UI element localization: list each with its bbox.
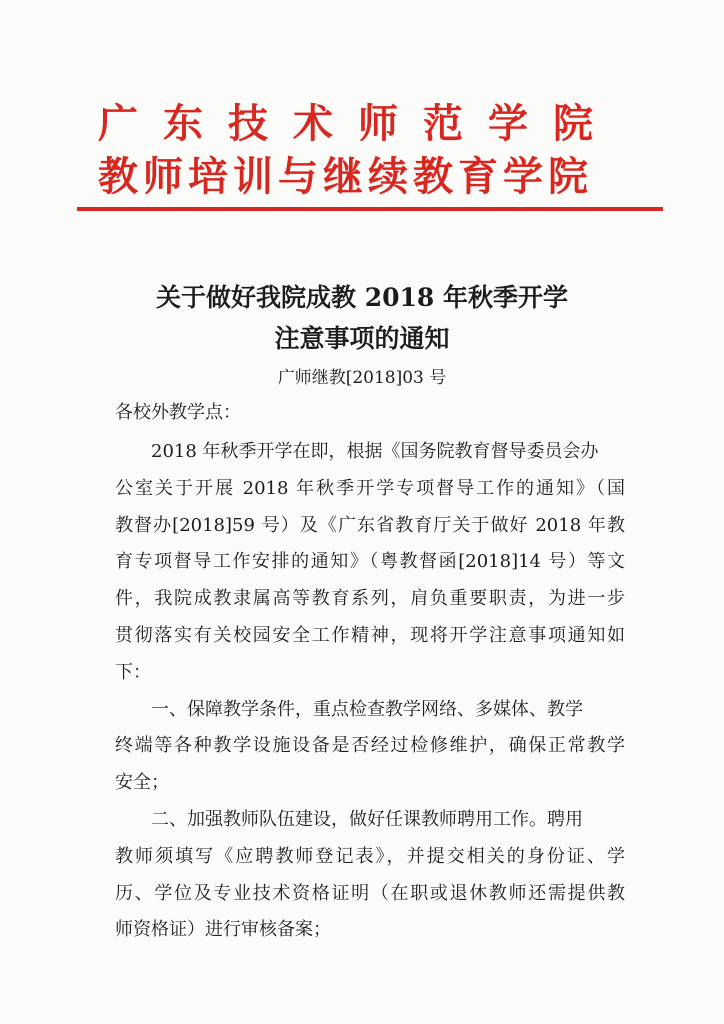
document-body bbox=[115, 434, 625, 949]
body-line: 一、保障教学条件，重点检查教学网络、多媒体、教学 bbox=[151, 698, 583, 720]
body-line: 育专项督导工作安排的通知》（粤教督函[2018]14 号）等文 bbox=[115, 551, 625, 573]
letterhead-org-line1: 广东技术师范学院 bbox=[98, 101, 618, 147]
body-line: 历、学位及专业技术资格证明（在职或退休教师还需提供教 bbox=[115, 882, 625, 904]
document-number: 广师继教[2018]03 号 bbox=[277, 368, 447, 388]
body-line: 件，我院成教隶属高等教育系列，肩负重要职责，为进一步 bbox=[115, 588, 625, 610]
body-line: 师资格证）进行审核备案； bbox=[115, 919, 331, 941]
body-line: 下： bbox=[115, 661, 151, 683]
body-line: 终端等各种教学设施设备是否经过检修维护，确保正常教学 bbox=[115, 735, 625, 757]
document-title-line1: 关于做好我院成教 2018 年秋季开学 bbox=[156, 283, 568, 312]
letterhead-org-line2: 教师培训与继续教育学院 bbox=[98, 154, 593, 200]
body-line: 2018 年秋季开学在即，根据《国务院教育督导委员会办 bbox=[151, 441, 599, 462]
document-title-line2: 注意事项的通知 bbox=[274, 324, 450, 353]
body-line: 教师须填写《应聘教师登记表》，并提交相关的身份证、学 bbox=[115, 845, 625, 867]
body-line: 二、加强教师队伍建设，做好任课教师聘用工作。聘用 bbox=[151, 808, 583, 830]
body-line: 贯彻落实有关校园安全工作精神，现将开学注意事项通知如 bbox=[115, 624, 625, 646]
letterhead bbox=[98, 100, 646, 202]
body-line: 公室关于开展 2018 年秋季开学专项督导工作的通知》（国 bbox=[115, 477, 625, 499]
salutation: 各校外教学点： bbox=[115, 402, 241, 423]
body-line: 教督办[2018]59 号）及《广东省教育厅关于做好 2018 年教 bbox=[115, 514, 625, 536]
letterhead-red-rule bbox=[77, 207, 663, 211]
body-line: 安全； bbox=[115, 772, 169, 794]
